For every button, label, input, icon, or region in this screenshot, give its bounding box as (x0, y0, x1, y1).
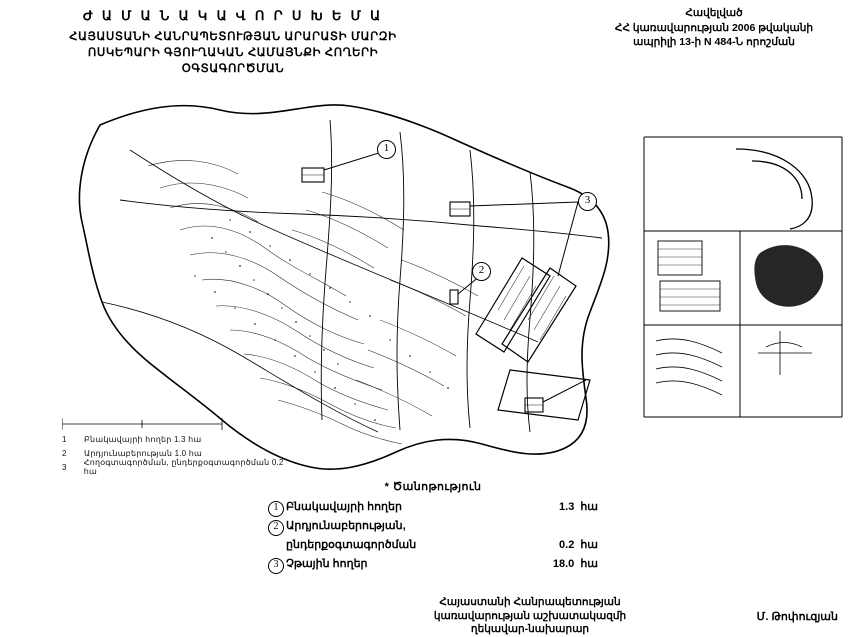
legend-item (268, 557, 598, 572)
footer-line-1: Հայաստանի Հանրապետության (439, 596, 621, 608)
legend-value: 1.3 (559, 501, 575, 513)
legend-item (268, 500, 598, 515)
legend-label: Բնակավայրի հողեր (286, 501, 402, 513)
mini-legend-mark: 1 (62, 434, 67, 444)
approval-line-1: ՀՀ կառավարության 2006 թվականի (614, 22, 814, 34)
footer-line-3: ղեկավար-նախարար (470, 623, 590, 635)
title-subline-1: ՀԱՅԱՍՏԱՆԻ ՀԱՆՐԱՊԵՏՈՒԹՅԱՆ ԱՐԱՐԱՏԻ ՄԱՐԶԻ (69, 31, 397, 43)
legend-unit: հա (580, 539, 598, 551)
legend-item (268, 519, 598, 534)
mini-legend-row (62, 432, 297, 446)
legend-number: 2 (268, 520, 284, 536)
map-callout-3[interactable]: 3 (578, 192, 597, 211)
inset-detail-drawing (640, 135, 845, 420)
legend-marker (268, 557, 286, 572)
legend-marker (268, 500, 286, 515)
footer-line-2: կառավարության աշխատակազմի (433, 609, 627, 622)
title-subline-2: ՈՍԿԵՊԱՐԻ ԳՅՈՒՂԱԿԱՆ ՀԱՄԱՅՆՔԻ ՀՈՂԵՐԻ (87, 47, 379, 59)
title-subline-3: ՕԳՏԱԳՈՐԾՄԱՆ (181, 63, 285, 75)
legend-marker-spacer (268, 538, 286, 553)
map-callout-1[interactable]: 1 (377, 140, 396, 159)
legend-number: 1 (268, 501, 284, 517)
approval-label: Հավելված (685, 7, 743, 19)
legend-sublabel: ընդերքօգտագործման (286, 539, 417, 551)
mini-legend-rule (62, 418, 287, 432)
signature-name: Մ. Թոփուզյան (756, 611, 838, 623)
approval-block (584, 6, 844, 49)
legend-value: 0.2 (559, 539, 575, 551)
inset-detail-panel (640, 135, 845, 420)
mini-legend-mark: 3 (62, 462, 67, 472)
mini-legend-mark: 2 (62, 448, 67, 458)
legend-marker (268, 519, 286, 534)
page-title: Ժ Ա Մ Ա Ն Ա Կ Ա Վ Ո Ր Ս Խ Ե Մ Ա (82, 8, 384, 23)
footer-authority (380, 596, 680, 637)
mini-legend-text: Արդյունաբերության 1.0 հա (84, 448, 203, 458)
legend (268, 480, 598, 576)
mini-legend-text: Բնակավայրի հողեր 1.3 հա (84, 434, 202, 444)
mini-legend-text: Հողօգտագործման, ընդերքօգտագործման 0.2 հա (83, 458, 284, 476)
legend-number: 3 (268, 558, 284, 574)
legend-label: Չթային հողեր (286, 558, 368, 570)
map-callout-2[interactable]: 2 (472, 262, 491, 281)
title-block (18, 8, 448, 77)
legend-label: Արդյունաբերության, (286, 520, 406, 532)
legend-title: * Ծանոթություն (384, 481, 482, 493)
legend-item-continuation (268, 538, 598, 553)
legend-unit: հա (580, 558, 598, 570)
mini-legend-row (62, 460, 297, 474)
legend-unit: հա (580, 501, 598, 513)
approval-line-2: ապրիլի 13-ի N 484-Ն որոշման (633, 36, 795, 48)
legend-value: 18.0 (552, 558, 575, 570)
mini-legend (62, 418, 297, 474)
